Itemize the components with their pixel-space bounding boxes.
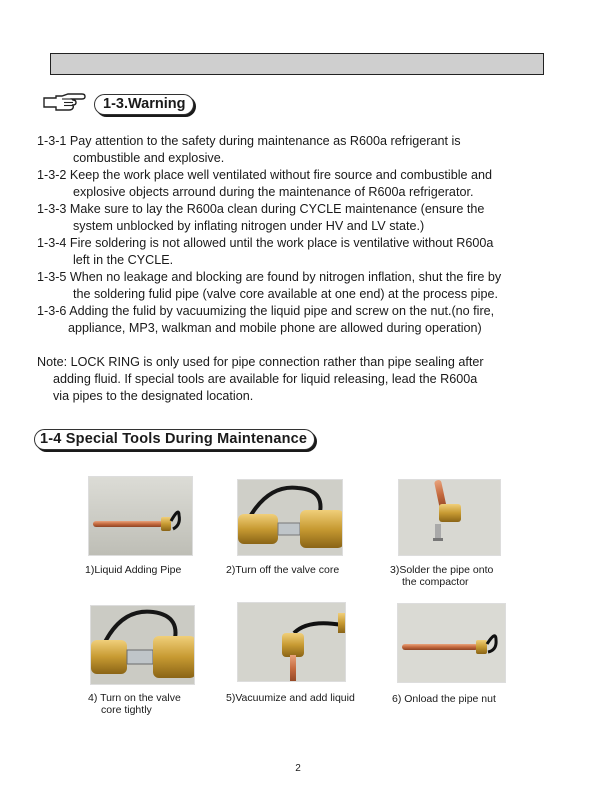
photo-caption: 2)Turn off the valve core <box>226 564 340 576</box>
list-item: 1-3-3 Make sure to lay the R600a clean during CYCLE maintenance (ensure the system unblocked by inflating nitrogen under HV and LV state.) <box>37 202 485 233</box>
photo-vacuumize <box>237 602 346 682</box>
photo-caption: 6) Onload the pipe nut <box>392 693 496 705</box>
pointing-hand-icon <box>42 92 86 117</box>
photo-caption: 3)Solder the pipe onto <box>390 564 494 576</box>
list-item: 1-3-2 Keep the work place well ventilated without fire source and combustible and explosive objects arround during the maintenance of R600a refrigerator. <box>37 168 493 199</box>
warning-heading <box>42 92 194 117</box>
photo-caption: 1)Liquid Adding Pipe <box>85 564 182 576</box>
photo-caption: 5)Vacuumize and add liquid <box>226 692 355 704</box>
photo-caption: core tightly <box>101 704 152 716</box>
photo-turn-off-valve <box>237 479 343 556</box>
warning-title: 1-3.Warning <box>94 94 194 115</box>
page-number: 2 <box>295 763 301 774</box>
warning-content <box>37 133 567 405</box>
list-item: 1-3-4 Fire soldering is not allowed until the work place is ventilative without R600a left in the CYCLE. <box>37 236 494 267</box>
photo-caption: the compactor <box>402 576 469 588</box>
list-item: 1-3-1 Pay attention to the safety during maintenance as R600a refrigerant is combustible and explosive. <box>37 134 461 165</box>
photo-liquid-adding-pipe <box>88 476 193 556</box>
list-item: 1-3-6 Adding the fulid by vacuumizing the liquid pipe and screw on the nut.(no fire, appliance, MP3, walkman and mobile phone are allowed during operation) <box>37 304 495 335</box>
photo-onload-pipe-nut <box>397 603 506 683</box>
photo-solder-pipe <box>398 479 501 556</box>
tools-title: 1-4 Special Tools During Maintenance <box>34 429 315 450</box>
photo-caption: 4) Turn on the valve <box>88 692 181 704</box>
note-paragraph: Note: LOCK RING is only used for pipe connection rather than pipe sealing after adding fluid. If special tools are available for liquid releasing, lead the R600a via pipes to the designated location. <box>37 355 484 403</box>
header-bar <box>50 53 544 75</box>
list-item: 1-3-5 When no leakage and blocking are found by nitrogen inflation, shut the fire by the soldering fulid pipe (valve core available at one end) at the process pipe. <box>37 270 502 301</box>
tools-heading <box>34 429 315 450</box>
photo-turn-on-valve <box>90 605 195 685</box>
